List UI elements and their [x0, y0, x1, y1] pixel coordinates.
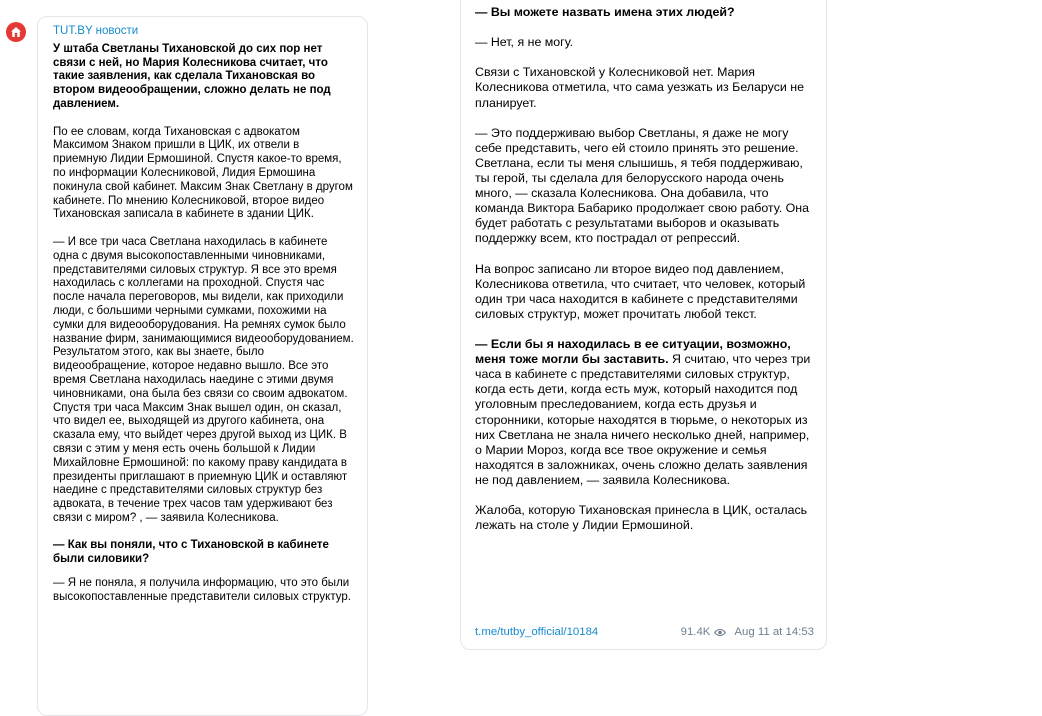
paragraph-6-bold: — Если бы я находилась в ее ситуации, возможно, меня тоже могли бы заставить.: [475, 337, 791, 367]
paragraph-2: — И все три часа Светлана находилась в кабинете одна с двумя высокопоставленными чиновниками, представителями силовых структур. Я все это время находилась с коллегами на проходной. Спустя час после начала переговоров, мы видели, как приходили люди, с большими черными сумками, похожими на сумки для видеооборудования. На ремнях сумок было название фирм, занимающимися видеооборудованием. Результатом этого, как вы знаете, было видеообращение, которое недавно вышло. Все это время Светлана находилась наедине с этими двумя чиновниками, она была без связи со своим адвокатом. Спустя три часа Максим Знак вышел один, он сказал, что видел ее, выходящей из другого кабинета, она сказала ему, что выйдет через другой выход из ЦИК. В связи с этим у меня есть очень большой к Лидии Михайловне Ермошиной: по какому праву кандидата в президенты приглашают в приемную ЦИК и оставляют наедине с представителями силовых структур без адвоката, в течение трех часов там удерживают без связи с миром? , — заявила Колесникова.: [53, 235, 354, 524]
paragraph-5: На вопрос записано ли второе видео под давлением, Колесникова ответила, что считает, что человек, который один три часа находится в кабинете с представителями силовых структур, может прочитать любой текст.: [475, 261, 806, 321]
paragraph-1: По ее словам, когда Тихановская с адвокатом Максимом Знаком пришли в ЦИК, их отвели в приемную Лидии Ермошиной. Спустя какое-то время, по информации Колесниковой, Лидия Ермошина покинула свой кабинет. Максим Знак Светлану в другом кабинете. По мнению Колесниковой, второе видео Тихановская записала в кабинете в здании ЦИК.: [53, 125, 353, 221]
lead-paragraph: [53, 43, 355, 112]
paragraph-7: Жалоба, которую Тихановская принесла в ЦИК, осталась лежать на столе у Лидии Ермошиной.: [475, 503, 808, 533]
question-1: — Как вы поняли, что с Тихановской в кабинете были силовики?: [53, 539, 329, 566]
paragraph-3: Связи с Тихановской у Колесниковой нет. Мария Колесникова отметила, что сама уезжать из Беларуси не планирует.: [475, 65, 805, 110]
question-2: — Вы можете назвать имена этих людей?: [475, 5, 735, 19]
eye-icon: [714, 628, 726, 637]
message-card-1: [37, 16, 368, 716]
message-date: Aug 11 at 14:53: [734, 626, 814, 638]
lead-text: У штаба Светланы Тихановской до сих пор нет связи с ней, но Мария Колесникова считает, что такие заявления, как сделала Тихановская во втором видеообращении, сложно делать не под давлением.: [53, 42, 331, 110]
question-2-paragraph: [475, 5, 814, 20]
message-footer: [475, 625, 814, 639]
paragraph-6-text: Я считаю, что через три часа в кабинете с представителями силовых структур, когда есть дети, когда есть муж, который находится под уголовным преследованием, когда есть друзья и сторонники, которые находятся в тюрьме, о некоторых из них Светлана не знала ничего несколько дней, например, о Марии Мороз, когда все твое окружение и семья находятся в заложниках, очень сложно делать заявления не под давлением, — заявила Колесникова.: [475, 352, 811, 487]
post-link[interactable]: t.me/tutby_official/10184: [475, 626, 599, 638]
paragraph-4: — Это поддерживаю выбор Светланы, я даже не могу себе представить, чего ей стоило принять это решение. Светлана, если ты меня слышишь, я тебя поддерживаю, ты герой, ты сделала для белорусского народа очень много, — сказала Колесникова. Она добавила, что команда Виктора Бабарико продолжает свою работу. Она будет работать с результатами выборов и оказывать поддержку всем, кто пострадал от репрессий.: [475, 125, 809, 246]
answer-1: — Я не поняла, я получила информацию, что это были высокопоставленные представители силовых структур.: [53, 577, 351, 603]
question-1-paragraph: [53, 539, 355, 567]
message-meta: [681, 625, 814, 639]
channel-avatar[interactable]: [6, 22, 26, 42]
paragraph-6: [475, 337, 814, 488]
message-card-2: [460, 0, 827, 650]
answer-2: — Нет, я не могу.: [475, 35, 574, 50]
views-count: 91.4K: [680, 626, 711, 638]
home-icon: [10, 26, 22, 38]
sender-name[interactable]: TUT.BY новости: [53, 25, 139, 37]
